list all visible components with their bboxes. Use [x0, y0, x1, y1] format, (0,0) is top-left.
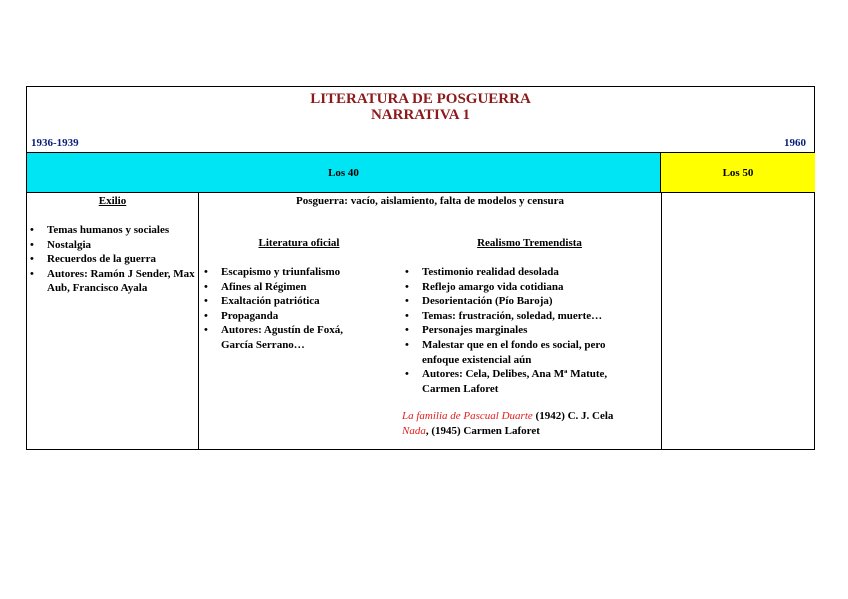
exilio-list	[27, 223, 197, 296]
tremendista-list	[402, 265, 642, 396]
start-year: 1936-1939	[31, 137, 79, 149]
list-item: • Autores: Agustín de Foxá, García Serrano…	[201, 323, 371, 352]
posguerra-heading: Posguerra: vacío, aislamiento, falta de modelos y censura	[296, 195, 564, 207]
list-item: • Testimonio realidad desolada	[402, 265, 642, 280]
period-fifties	[661, 152, 815, 193]
oficial-heading: Literatura oficial	[258, 237, 340, 249]
list-item: • Afines al Régimen	[201, 280, 371, 295]
work-detail: (1942) C. J. Cela	[532, 410, 614, 422]
work-title: Nada	[402, 425, 426, 437]
list-item: • Personajes marginales	[402, 323, 642, 338]
timeline-table	[26, 86, 815, 450]
list-item: • Exaltación patriótica	[201, 294, 371, 309]
list-item: • Desorientación (Pío Baroja)	[402, 294, 642, 309]
work-title: La familia de Pascual Duarte	[402, 410, 533, 422]
work-entry	[402, 409, 613, 424]
list-item: • Temas humanos y sociales	[27, 223, 197, 238]
list-item: • Propaganda	[201, 309, 371, 324]
list-item: • Malestar que en el fondo es social, pero enfoque existencial aún	[402, 338, 642, 367]
works-list	[402, 409, 613, 439]
exilio-heading: Exilio	[98, 195, 127, 207]
list-item: • Escapismo y triunfalismo	[201, 265, 371, 280]
period-fifties-label: Los 50	[722, 166, 754, 179]
work-detail: , (1945) Carmen Laforet	[425, 425, 540, 437]
page-subtitle: NARRATIVA 1	[370, 107, 471, 123]
list-item: • Autores: Cela, Delibes, Ana Mª Matute, Carmen Laforet	[402, 367, 642, 396]
period-forties	[27, 152, 661, 193]
work-entry	[402, 424, 613, 439]
page-title: LITERATURA DE POSGUERRA	[310, 91, 531, 107]
end-year: 1960	[784, 137, 806, 149]
list-item: • Nostalgia	[27, 238, 197, 253]
list-item: • Temas: frustración, soledad, muerte…	[402, 309, 642, 324]
tremendista-heading: Realismo Tremendista	[477, 237, 582, 249]
period-forties-label: Los 40	[328, 166, 359, 179]
list-item: • Recuerdos de la guerra	[27, 252, 197, 267]
column-divider	[198, 193, 199, 449]
column-divider	[661, 193, 662, 449]
list-item: • Autores: Ramón J Sender, Max Aub, Francisco Ayala	[27, 267, 197, 296]
oficial-list	[201, 265, 371, 353]
list-item: • Reflejo amargo vida cotidiana	[402, 280, 642, 295]
